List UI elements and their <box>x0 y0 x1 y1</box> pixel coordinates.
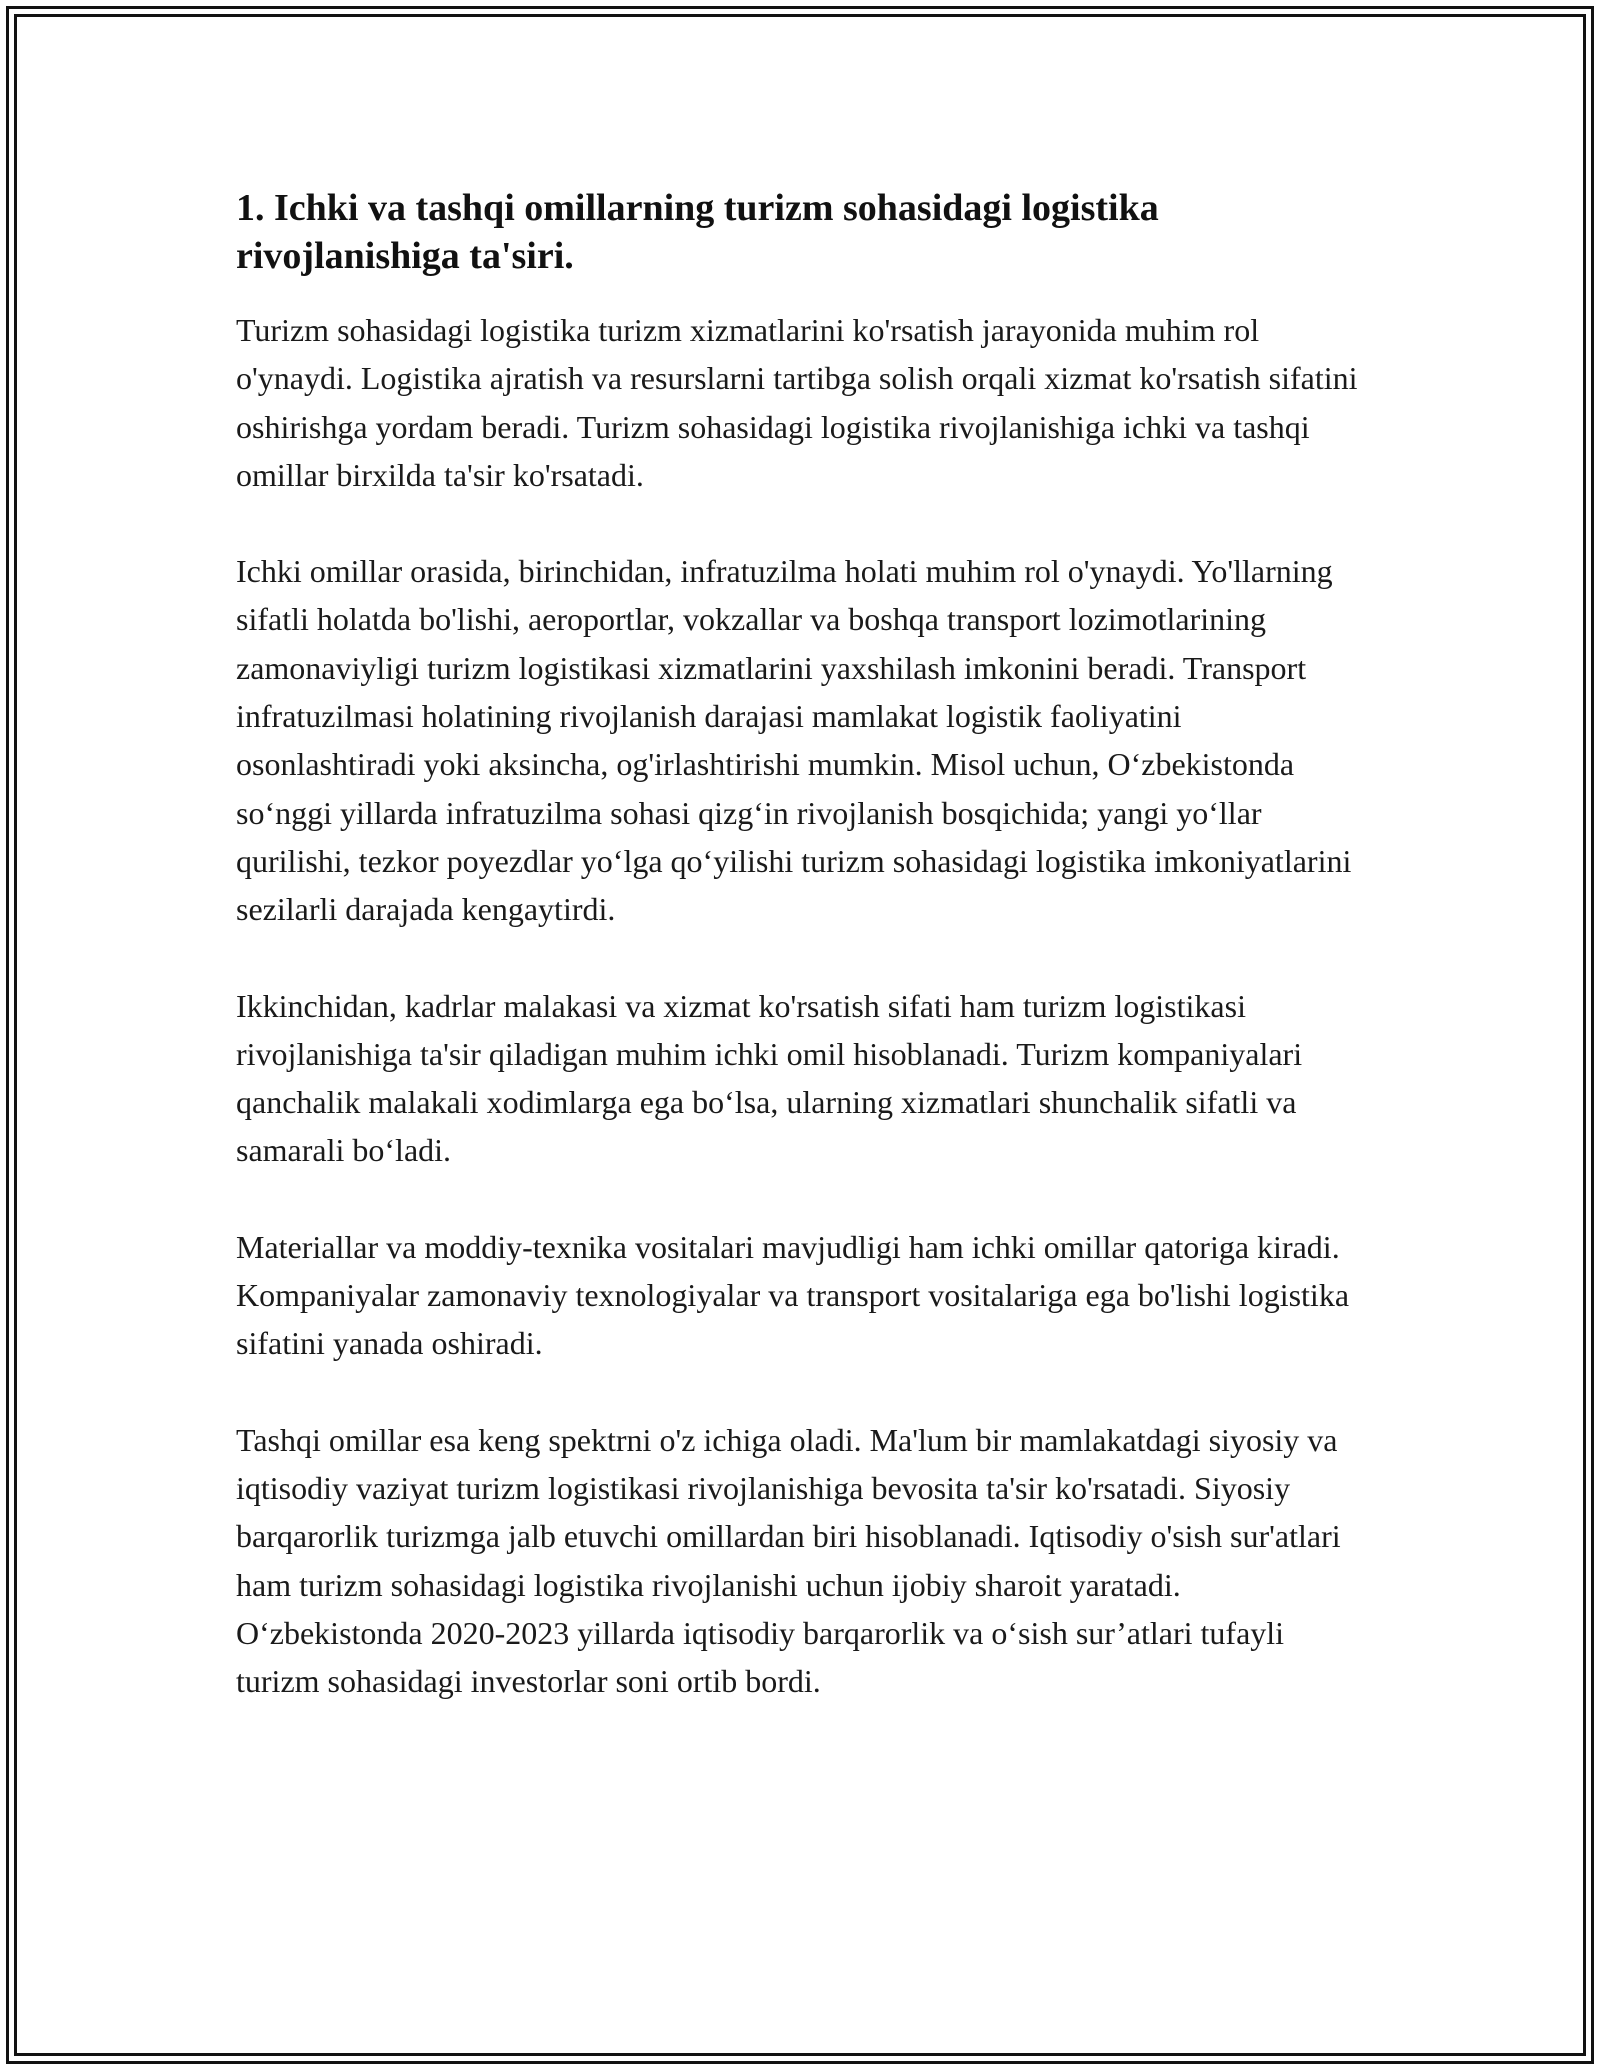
paragraph-intro: Turizm sohasidagi logistika turizm xizmatlarini ko'rsatish jarayonida muhim rol o'ynaydi. Logistika ajratish va resurslarni tartibga solish orqali xizmat ko'rsatish sifatini oshirishga yordam beradi. Turizm sohasidagi logistika rivojlanishiga ichki va tashqi omillar birxilda ta'sir ko'rsatadi. <box>236 312 1358 493</box>
document-body <box>236 184 1366 1753</box>
paragraph-internal-factors-infrastructure: Ichki omillar orasida, birinchidan, infratuzilma holati muhim rol o'ynaydi. Yo'llarning sifatli holatda bo'lishi, aeroportlar, vokzallar va boshqa transport lozimotlarining zamonaviyligi turizm logistikasi xizmatlarini yaxshilash imkonini beradi. Transport infratuzilmasi holatining rivojlanish darajasi mamlakat logistik faoliyatini osonlashtiradi yoki aksincha, og'irlashtirishi mumkin. Misol uchun, O‘zbekistonda so‘nggi yillarda infratuzilma sohasi qizg‘in rivojlanish bosqichida; yangi yo‘llar qurilishi, tezkor poyezdlar yo‘lga qo‘yilishi turizm sohasidagi logistika imkoniyatlarini sezilarli darajada kengaytirdi. <box>236 553 1352 928</box>
paragraph-internal-factors-materials: Materiallar va moddiy-texnika vositalari mavjudligi ham ichki omillar qatoriga kiradi. Kompaniyalar zamonaviy texnologiyalar va transport vositalariga ega bo'lishi logistika sifatini yanada oshiradi. <box>236 1228 1350 1362</box>
paragraph-external-factors: Tashqi omillar esa keng spektrni o'z ichiga oladi. Ma'lum bir mamlakatdagi siyosiy va iqtisodiy vaziyat turizm logistikasi rivojlanishiga bevosita ta'sir ko'rsatadi. Siyosiy barqarorlik turizmga jalb etuvchi omillardan biri hisoblanadi. Iqtisodiy o'sish sur'atlari ham turizm sohasidagi logistika rivojlanishi uchun ijobiy sharoit yaratadi. O‘zbekistonda 2020-2023 yillarda iqtisodiy barqarorlik va o‘sish sur’atlari tufayli turizm sohasidagi investorlar soni ortib bordi. <box>236 1421 1341 1700</box>
section-heading: 1. Ichki va tashqi omillarning turizm sohasidagi logistika rivojlanishiga ta'siri. <box>236 187 1159 277</box>
paragraph-internal-factors-staff: Ikkinchidan, kadrlar malakasi va xizmat ko'rsatish sifati ham turizm logistikasi rivojlanishiga ta'sir qiladigan muhim ichki omil hisoblanadi. Turizm kompaniyalari qanchalik malakali xodimlarga ega bo‘lsa, ularning xizmatlari shunchalik sifatli va samarali bo‘ladi. <box>236 987 1303 1169</box>
